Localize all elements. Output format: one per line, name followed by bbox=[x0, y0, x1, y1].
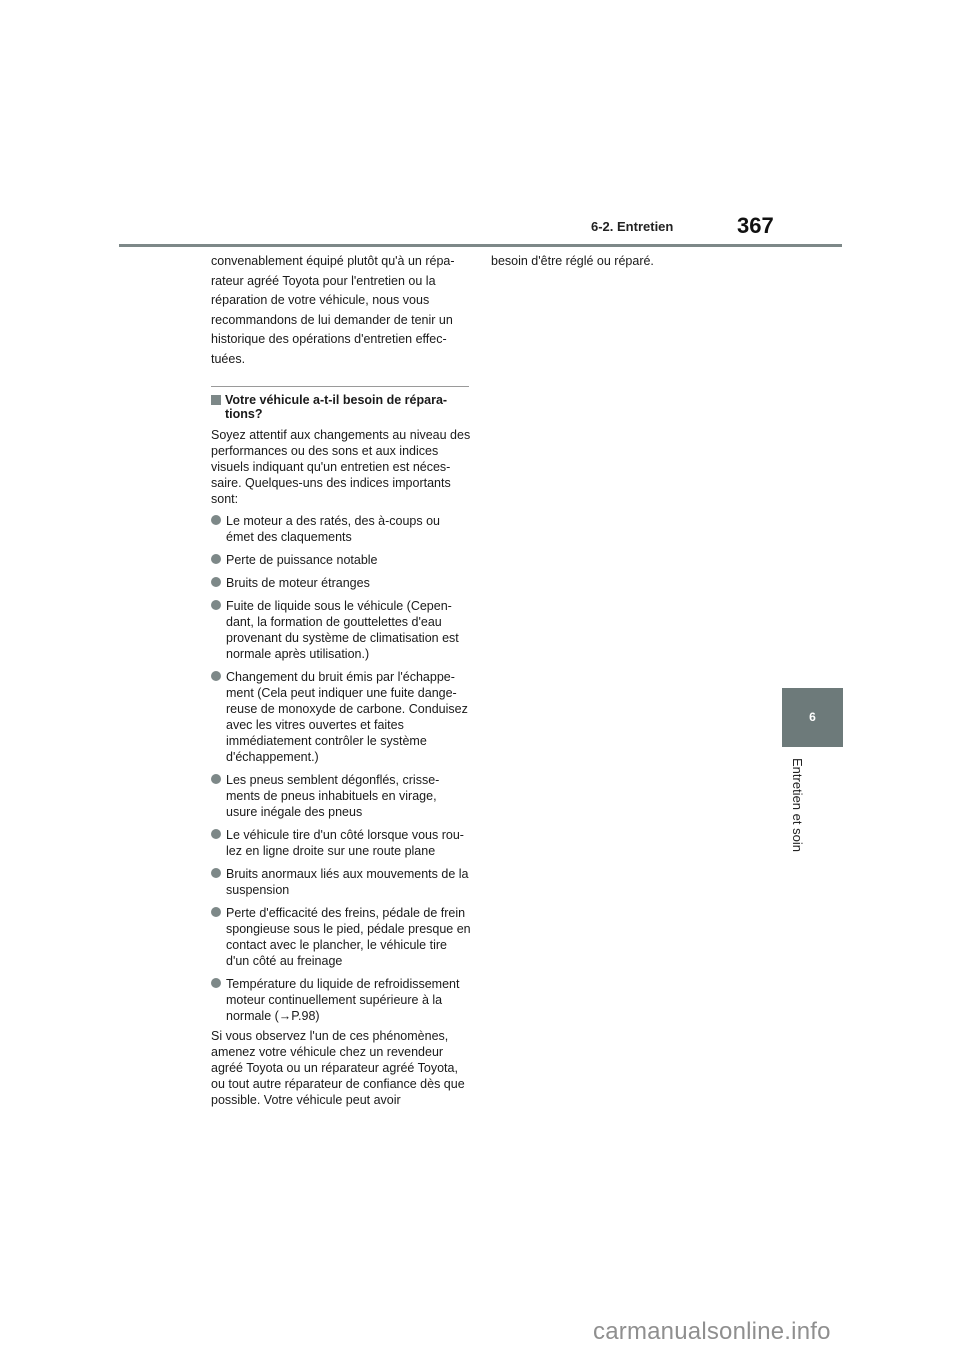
symptom-list bbox=[211, 513, 471, 1024]
chapter-tab: 6 bbox=[782, 688, 843, 747]
section-heading-text: Votre véhicule a-t-il besoin de répara-tions? bbox=[225, 392, 448, 421]
list-item bbox=[211, 598, 471, 662]
circle-bullet-icon bbox=[211, 515, 221, 525]
list-item bbox=[211, 866, 471, 898]
circle-bullet-icon bbox=[211, 907, 221, 917]
circle-bullet-icon bbox=[211, 577, 221, 587]
circle-bullet-icon bbox=[211, 671, 221, 681]
header-divider bbox=[119, 244, 842, 247]
list-item-text: Bruits anormaux liés aux mouvements de la suspension bbox=[226, 866, 469, 897]
list-item-text: Changement du bruit émis par l'échappe-ment (Cela peut indiquer une fuite dange-reuse de monoxyde de carbone. Conduisez avec les vitres ouvertes et faites immédiatement contrôler le système d'échappement.) bbox=[226, 669, 468, 764]
intro-line: tuées. bbox=[211, 351, 246, 366]
section-intro: Soyez attentif aux changements au niveau des performances ou des sons et aux indices visuels indiquant qu'un entretien est néces-saire. Quelques-uns des indices importants sont: bbox=[211, 427, 471, 506]
intro-line: convenablement équipé plutôt qu'à un répa- bbox=[211, 254, 455, 268]
list-item-text: Bruits de moteur étranges bbox=[226, 575, 370, 590]
list-item-text: Fuite de liquide sous le véhicule (Cepen-dant, la formation de gouttelettes d'eau provenant du système de climatisation est normale après utilisation.) bbox=[226, 598, 459, 661]
circle-bullet-icon bbox=[211, 600, 221, 610]
list-item-text: Le moteur a des ratés, des à-coups ou émet des claquements bbox=[226, 513, 441, 544]
list-item bbox=[211, 669, 471, 765]
list-item bbox=[211, 976, 471, 1024]
intro-line: rateur agréé Toyota pour l'entretien ou la bbox=[211, 273, 436, 288]
intro-line: recommandons de lui demander de tenir un bbox=[211, 312, 453, 327]
list-item bbox=[211, 513, 471, 545]
intro-paragraph bbox=[211, 252, 471, 370]
list-item bbox=[211, 772, 471, 820]
square-bullet-icon bbox=[211, 395, 221, 405]
circle-bullet-icon bbox=[211, 554, 221, 564]
right-column bbox=[491, 252, 771, 271]
closing-paragraph: Si vous observez l'un de ces phénomènes, amenez votre véhicule chez un revendeur agréé Toyota ou un réparateur agréé Toyota, ou tout autre réparateur de confiance dès que possible. Votre véhicule peut avoir bbox=[211, 1028, 465, 1107]
list-item bbox=[211, 827, 471, 859]
circle-bullet-icon bbox=[211, 774, 221, 784]
list-item bbox=[211, 905, 471, 969]
section-divider bbox=[211, 386, 469, 387]
list-item-text: Les pneus semblent dégonflés, crisse-ments de pneus inhabituels en virage, usure inégale des pneus bbox=[226, 772, 440, 819]
list-item bbox=[211, 575, 471, 591]
section-heading bbox=[211, 393, 471, 421]
page-number: 367 bbox=[737, 213, 774, 238]
intro-line: historique des opérations d'entretien effec- bbox=[211, 332, 447, 347]
list-item bbox=[211, 552, 471, 568]
list-item-text: Perte de puissance notable bbox=[226, 552, 378, 567]
chapter-title: Entretien et soin bbox=[790, 758, 805, 852]
watermark-text: carmanualsonline.info bbox=[593, 1318, 831, 1345]
list-item-text: Le véhicule tire d'un côté lorsque vous rou-lez en ligne droite sur une route plane bbox=[226, 827, 464, 858]
circle-bullet-icon bbox=[211, 829, 221, 839]
section-header: 6-2. Entretien bbox=[591, 219, 674, 234]
list-item-text: Température du liquide de refroidissement moteur continuellement supérieure à la normale (→P.98) bbox=[226, 976, 460, 1023]
circle-bullet-icon bbox=[211, 978, 221, 988]
list-item-text: Perte d'efficacité des freins, pédale de frein spongieuse sous le pied, pédale presque en contact avec le plancher, le véhicule tire d'un côté au freinage bbox=[226, 905, 471, 968]
intro-line: réparation de votre véhicule, nous vous bbox=[211, 293, 430, 308]
circle-bullet-icon bbox=[211, 868, 221, 878]
continuation-text: besoin d'être réglé ou réparé. bbox=[491, 254, 654, 268]
left-column bbox=[211, 252, 471, 1108]
